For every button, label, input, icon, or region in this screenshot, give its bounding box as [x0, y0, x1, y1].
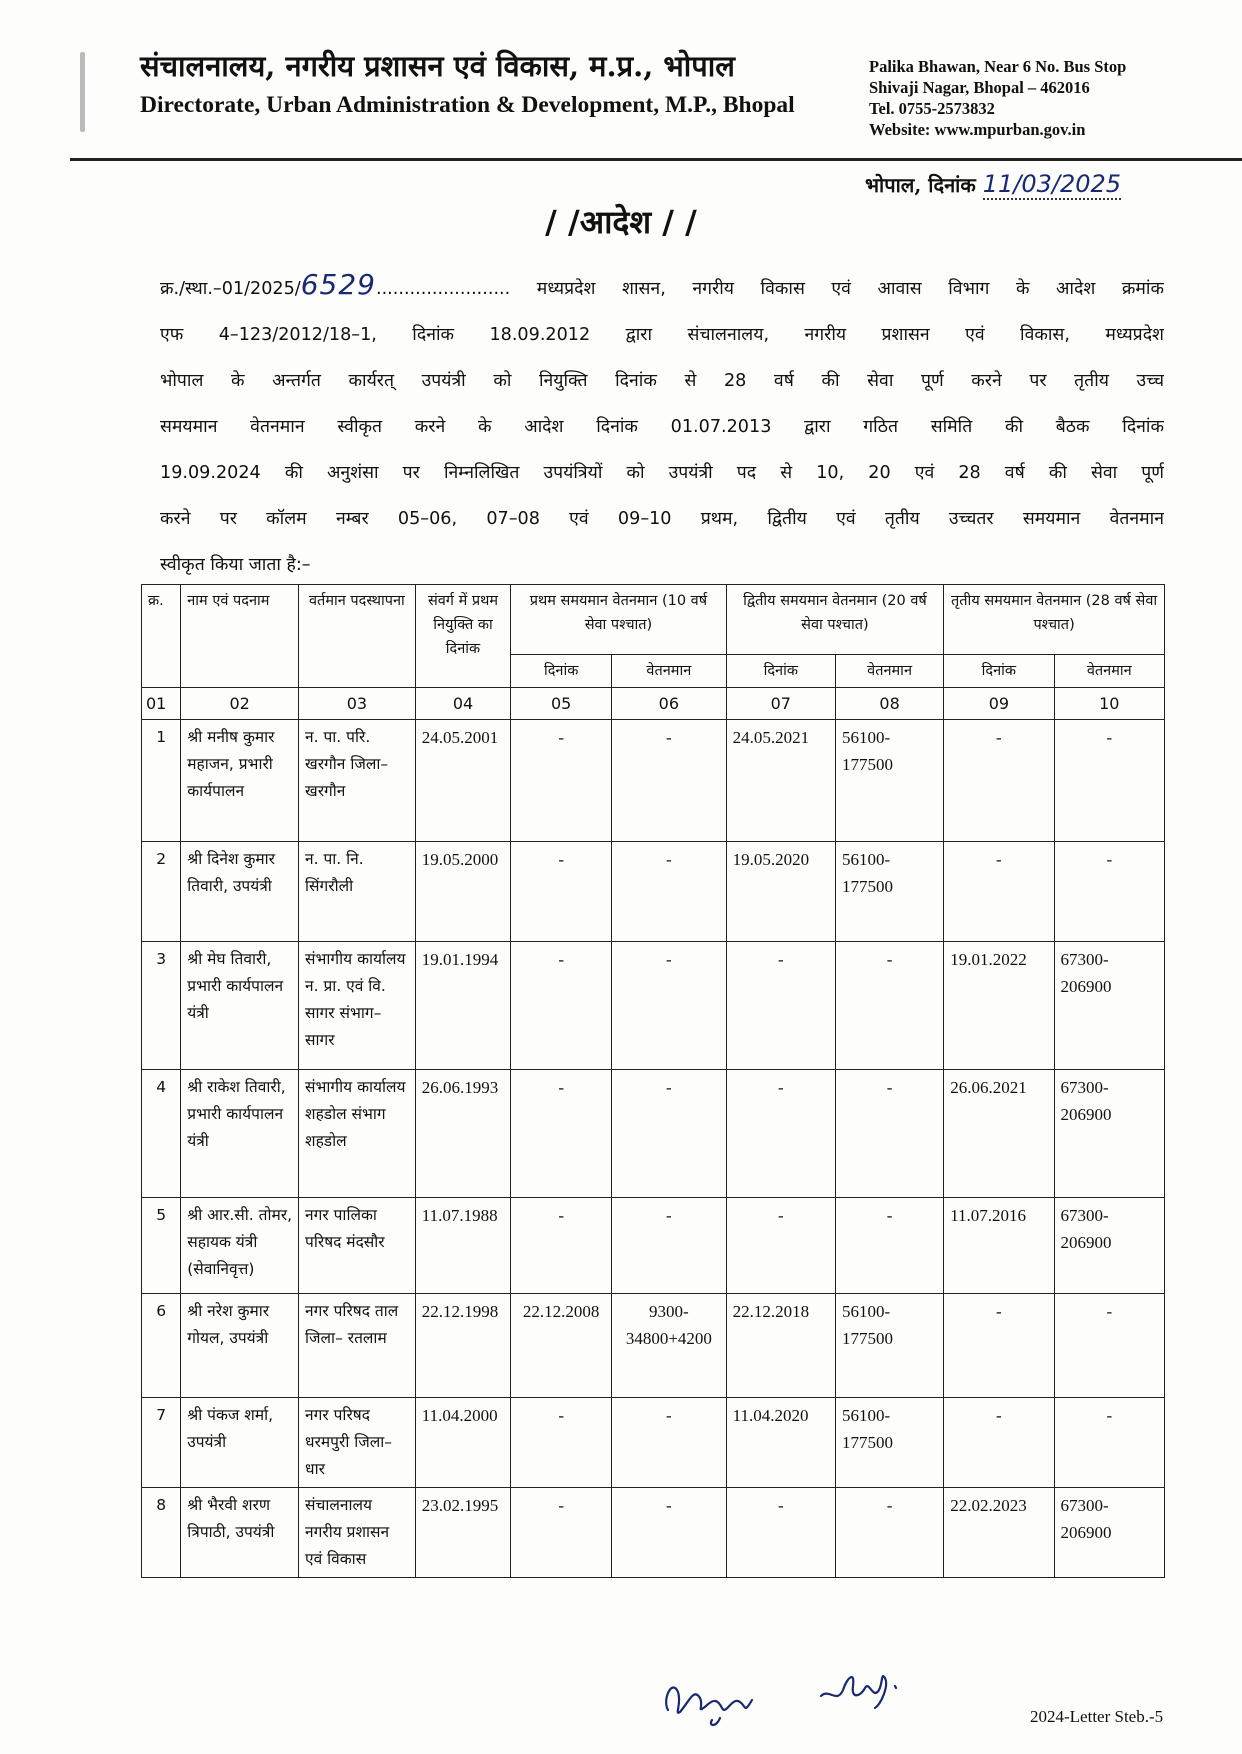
address-line: Shivaji Nagar, Bhopal – 462016	[869, 78, 1090, 97]
header-pay: वेतनमान	[1054, 655, 1164, 688]
cell-first-pay: -	[612, 1398, 727, 1488]
cell-name: श्री राकेश तिवारी, प्रभारी कार्यपालन यंत्री	[181, 1070, 299, 1198]
column-number: 03	[299, 688, 416, 720]
cell-third-pay: 67300-206900	[1054, 1070, 1164, 1198]
paragraph-line	[160, 262, 1164, 312]
date-value: 11/03/2025	[982, 170, 1122, 198]
cell-sno: 7	[142, 1398, 181, 1488]
header-date: दिनांक	[944, 655, 1054, 688]
cell-appointment-date: 24.05.2001	[415, 720, 511, 842]
address-line: Tel. 0755-2573832	[869, 99, 995, 118]
cell-second-pay: 56100-177500	[835, 842, 943, 942]
cell-first-pay: -	[612, 942, 727, 1070]
reference-number: 6529	[300, 268, 376, 301]
cell-third-pay: -	[1054, 1398, 1164, 1488]
cell-appointment-date: 19.05.2000	[415, 842, 511, 942]
cell-first-date: -	[511, 720, 612, 842]
cell-third-pay: 67300-206900	[1054, 1198, 1164, 1294]
cell-name: श्री पंकज शर्मा, उपयंत्री	[181, 1398, 299, 1488]
cell-first-pay: -	[612, 842, 727, 942]
cell-second-date: 24.05.2021	[726, 720, 835, 842]
table-row	[142, 1294, 1165, 1398]
cell-third-date: 22.02.2023	[944, 1488, 1054, 1578]
cell-appointment-date: 23.02.1995	[415, 1488, 511, 1578]
cell-name: श्री नरेश कुमार गोयल, उपयंत्री	[181, 1294, 299, 1398]
column-number: 04	[415, 688, 511, 720]
cell-posting: न. पा. नि. सिंगरौली	[299, 842, 416, 942]
address-line: Palika Bhawan, Near 6 No. Bus Stop	[869, 57, 1127, 76]
cell-sno: 3	[142, 942, 181, 1070]
cell-posting: नगर पालिका परिषद मंदसौर	[299, 1198, 416, 1294]
column-number: 02	[181, 688, 299, 720]
cell-posting: नगर परिषद ताल जिला– रतलाम	[299, 1294, 416, 1398]
table-row	[142, 1398, 1165, 1488]
cell-third-pay: 67300-206900	[1054, 942, 1164, 1070]
cell-third-date: 11.07.2016	[944, 1198, 1054, 1294]
column-number: 01	[142, 688, 181, 720]
cell-second-pay: -	[835, 1488, 943, 1578]
column-number: 08	[835, 688, 943, 720]
column-number: 10	[1054, 688, 1164, 720]
cell-first-date: 22.12.2008	[511, 1294, 612, 1398]
cell-third-date: -	[944, 842, 1054, 942]
cell-posting: संचालनालय नगरीय प्रशासन एवं विकास	[299, 1488, 416, 1578]
table-row	[142, 720, 1165, 842]
header-divider	[70, 158, 1242, 161]
cell-first-date: -	[511, 1198, 612, 1294]
cell-appointment-date: 19.01.1994	[415, 942, 511, 1070]
cell-third-date: -	[944, 720, 1054, 842]
header-address	[869, 56, 1126, 140]
cell-third-pay: 67300-206900	[1054, 1488, 1164, 1578]
cell-sno: 1	[142, 720, 181, 842]
paragraph-line: 19.09.2024 की अनुशंसा पर निम्नलिखित उपयंत्रियों को उपयंत्री पद से 10, 20 एवं 28 वर्ष की सेवा पूर्ण	[160, 463, 1164, 483]
reference-prefix: क्र./स्था.–01/2025/	[160, 279, 301, 299]
paragraph-line: एफ 4–123/2012/18–1, दिनांक 18.09.2012 द्वारा संचालनालय, नगरीय प्रशासन एवं विकास, मध्यप्रदेश	[160, 325, 1164, 345]
footer-reference: 2024-Letter Steb.-5	[1030, 1707, 1164, 1726]
cell-appointment-date: 11.07.1988	[415, 1198, 511, 1294]
cell-third-date: -	[944, 1294, 1054, 1398]
header-title-english: Directorate, Urban Administration & Development, M.P., Bhopal	[140, 92, 795, 118]
column-number: 07	[726, 688, 835, 720]
date-label: भोपाल, दिनांक	[865, 173, 976, 197]
header-first-appointment: संवर्ग में प्रथम नियुक्ति का दिनांक	[415, 585, 511, 688]
cell-third-date: 26.06.2021	[944, 1070, 1054, 1198]
cell-second-date: -	[726, 1488, 835, 1578]
header-first-scale: प्रथम समयमान वेतनमान (10 वर्ष सेवा पश्चात)	[511, 585, 726, 655]
header-name: नाम एवं पदनाम	[181, 585, 299, 688]
cell-second-date: 11.04.2020	[726, 1398, 835, 1488]
cell-name: श्री भैरवी शरण त्रिपाठी, उपयंत्री	[181, 1488, 299, 1578]
cell-name: श्री दिनेश कुमार तिवारी, उपयंत्री	[181, 842, 299, 942]
cell-third-pay: -	[1054, 1294, 1164, 1398]
column-number: 06	[612, 688, 727, 720]
cell-first-pay: 9300-34800+4200	[612, 1294, 727, 1398]
scan-edge-mark	[80, 52, 85, 132]
cell-first-date: -	[511, 1070, 612, 1198]
cell-appointment-date: 26.06.1993	[415, 1070, 511, 1198]
header-date: दिनांक	[511, 655, 612, 688]
table-row	[142, 1488, 1165, 1578]
table-row	[142, 842, 1165, 942]
order-paragraph	[160, 262, 1164, 588]
cell-second-pay: -	[835, 1198, 943, 1294]
cell-first-date: -	[511, 942, 612, 1070]
paragraph-line: करने पर कॉलम नम्बर 05–06, 07–08 एवं 09–10 प्रथम, द्वितीय एवं तृतीय उच्चतर समयमान वेतनमान	[160, 509, 1164, 529]
cell-sno: 4	[142, 1070, 181, 1198]
cell-second-date: 22.12.2018	[726, 1294, 835, 1398]
cell-third-date: 19.01.2022	[944, 942, 1054, 1070]
cell-third-pay: -	[1054, 720, 1164, 842]
paragraph-line: भोपाल के अन्तर्गत कार्यरत् उपयंत्री को नियुक्ति दिनांक से 28 वर्ष की सेवा पूर्ण करने पर तृतीय उच्च	[160, 371, 1164, 391]
header-posting: वर्तमान पदस्थापना	[299, 585, 416, 688]
header-sno: क्र.	[142, 585, 181, 688]
signature-1	[660, 1670, 770, 1730]
header-pay: वेतनमान	[612, 655, 727, 688]
cell-third-date: -	[944, 1398, 1054, 1488]
cell-appointment-date: 22.12.1998	[415, 1294, 511, 1398]
column-number: 05	[511, 688, 612, 720]
header-third-scale: तृतीय समयमान वेतनमान (28 वर्ष सेवा पश्चात)	[944, 585, 1165, 655]
header-title-hindi: संचालनालय, नगरीय प्रशासन एवं विकास, म.प्र., भोपाल	[140, 49, 735, 83]
cell-second-date: -	[726, 942, 835, 1070]
cell-second-date: 19.05.2020	[726, 842, 835, 942]
cell-sno: 8	[142, 1488, 181, 1578]
header-second-scale: द्वितीय समयमान वेतनमान (20 वर्ष सेवा पश्चात)	[726, 585, 944, 655]
cell-posting: संभागीय कार्यालय शहडोल संभाग शहडोल	[299, 1070, 416, 1198]
pay-scale-table	[141, 584, 1165, 1578]
cell-first-date: -	[511, 1488, 612, 1578]
header-pay: वेतनमान	[835, 655, 943, 688]
cell-name: श्री मनीष कुमार महाजन, प्रभारी कार्यपालन	[181, 720, 299, 842]
table-row	[142, 1070, 1165, 1198]
cell-first-pay: -	[612, 1198, 727, 1294]
cell-third-pay: -	[1054, 842, 1164, 942]
table-row	[142, 942, 1165, 1070]
cell-second-pay: -	[835, 1070, 943, 1198]
cell-first-date: -	[511, 1398, 612, 1488]
cell-second-pay: 56100-177500	[835, 1398, 943, 1488]
paragraph-line: स्वीकृत किया जाता है:–	[160, 555, 311, 575]
cell-sno: 5	[142, 1198, 181, 1294]
cell-second-date: -	[726, 1198, 835, 1294]
cell-first-pay: -	[612, 1070, 727, 1198]
date-line	[865, 170, 1121, 198]
cell-posting: नगर परिषद धरमपुरी जिला–धार	[299, 1398, 416, 1488]
column-number-row	[142, 688, 1165, 720]
cell-first-date: -	[511, 842, 612, 942]
signature-2	[815, 1660, 905, 1720]
paragraph-line: समयमान वेतनमान स्वीकृत करने के आदेश दिनांक 01.07.2013 द्वारा गठित समिति की बैठक दिनांक	[160, 417, 1164, 437]
column-number: 09	[944, 688, 1054, 720]
cell-posting: न. पा. परि. खरगौन जिला– खरगौन	[299, 720, 416, 842]
header-date: दिनांक	[726, 655, 835, 688]
cell-name: श्री मेघ तिवारी, प्रभारी कार्यपालन यंत्री	[181, 942, 299, 1070]
cell-appointment-date: 11.04.2000	[415, 1398, 511, 1488]
cell-sno: 2	[142, 842, 181, 942]
cell-second-date: -	[726, 1070, 835, 1198]
paragraph-text: मध्यप्रदेश शासन, नगरीय विकास एवं आवास विभाग के आदेश क्रमांक	[536, 279, 1164, 299]
reference-filler: ........................	[376, 279, 511, 299]
cell-second-pay: 56100-177500	[835, 720, 943, 842]
cell-name: श्री आर.सी. तोमर, सहायक यंत्री (सेवानिवृत्त)	[181, 1198, 299, 1294]
cell-posting: संभागीय कार्यालय न. प्रा. एवं वि. सागर संभाग– सागर	[299, 942, 416, 1070]
cell-first-pay: -	[612, 1488, 727, 1578]
cell-second-pay: -	[835, 942, 943, 1070]
order-title: / /आदेश / /	[545, 203, 697, 241]
address-line: Website: www.mpurban.gov.in	[869, 120, 1086, 139]
cell-second-pay: 56100-177500	[835, 1294, 943, 1398]
table-row	[142, 1198, 1165, 1294]
cell-first-pay: -	[612, 720, 727, 842]
cell-sno: 6	[142, 1294, 181, 1398]
